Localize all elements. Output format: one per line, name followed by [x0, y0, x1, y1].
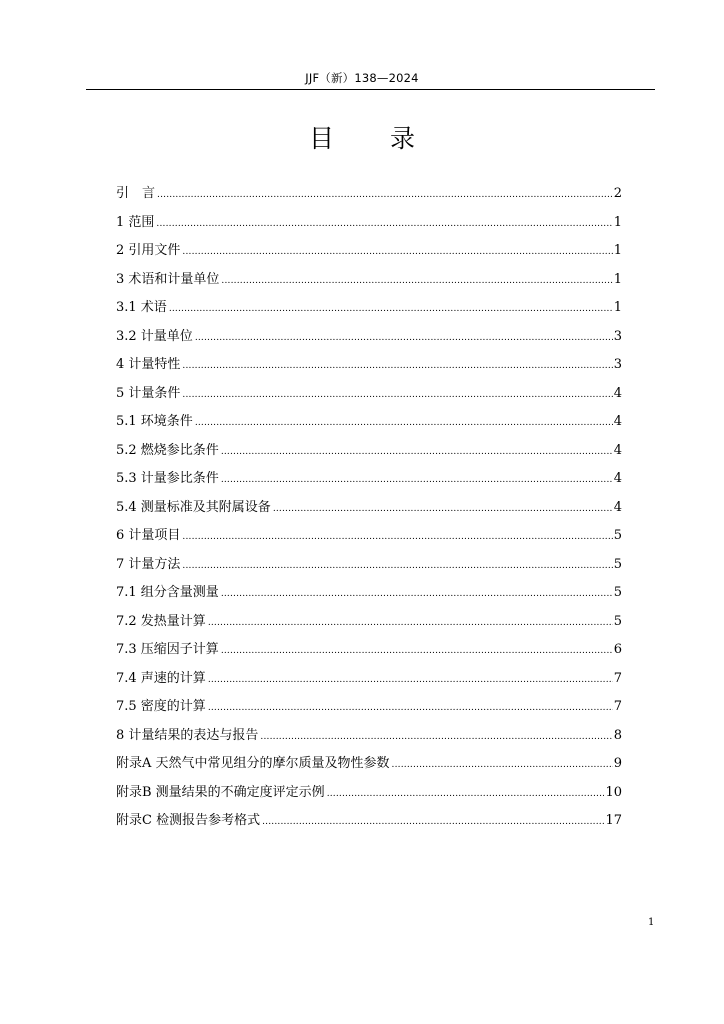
toc-entry-title: 6 计量项目: [116, 528, 181, 543]
toc-dot-leader: [182, 242, 612, 262]
toc-dot-leader: [208, 670, 613, 690]
toc-entry-title: 5.2 燃烧参比条件: [116, 442, 219, 458]
toc-entry-title: 4 计量特性: [116, 357, 181, 372]
toc-entry-title: 附录A 天然气中常见组分的摩尔质量及物性参数: [116, 756, 390, 771]
toc-entry[interactable]: [116, 724, 622, 753]
toc-dot-leader: [195, 413, 613, 433]
toc-dot-leader: [182, 385, 612, 405]
toc-entry-page: 9: [613, 756, 622, 771]
toc-entry-page: 4: [613, 499, 622, 515]
toc-entry-title: 引 言: [116, 186, 156, 201]
toc-entry-page: 5: [613, 585, 622, 600]
toc-entry[interactable]: [116, 296, 622, 325]
toc-dot-leader: [208, 613, 613, 633]
toc-entry[interactable]: [116, 695, 622, 724]
toc-entry-page: 1: [613, 214, 622, 230]
toc-dot-leader: [262, 812, 604, 832]
toc-entry[interactable]: [116, 638, 622, 667]
toc-entry-title: 5.1 环境条件: [116, 414, 193, 429]
toc-entry-page: 8: [613, 727, 622, 743]
toc-entry-page: 6: [613, 642, 622, 657]
toc-dot-leader: [182, 556, 612, 576]
toc-entry-title: 3.1 术语: [116, 300, 167, 315]
header-divider: [86, 89, 655, 90]
toc-entry-page: 4: [613, 471, 622, 486]
toc-entry[interactable]: [116, 268, 622, 297]
document-header: JJF（新）138—2024: [305, 71, 419, 85]
toc-entry-title: 5.4 测量标准及其附属设备: [116, 499, 271, 515]
toc-dot-leader: [169, 299, 613, 319]
toc-entry-title: 5 计量条件: [116, 385, 181, 401]
toc-entry[interactable]: [116, 496, 622, 525]
toc-dot-leader: [156, 214, 612, 234]
toc-entry-title: 7.3 压缩因子计算: [116, 642, 219, 657]
toc-entry[interactable]: [116, 667, 622, 696]
toc-entry[interactable]: [116, 382, 622, 411]
toc-entry-title: 7.5 密度的计算: [116, 699, 206, 714]
toc-entry-title: 8 计量结果的表达与报告: [116, 727, 259, 743]
toc-dot-leader: [182, 527, 612, 547]
toc-entry-page: 5: [613, 613, 622, 629]
toc-entry[interactable]: [116, 182, 622, 211]
toc-entry-page: 5: [613, 528, 622, 543]
toc-entry[interactable]: [116, 809, 622, 838]
toc-dot-leader: [221, 641, 613, 661]
toc-dot-leader: [221, 271, 612, 291]
toc-entry-page: 7: [613, 699, 622, 714]
toc-entry[interactable]: [116, 325, 622, 354]
toc-entry[interactable]: [116, 781, 622, 810]
toc-entry-title: 7.1 组分含量测量: [116, 585, 219, 600]
toc-dot-leader: [157, 185, 613, 205]
toc-entry-page: 4: [613, 414, 622, 429]
toc-entry-title: 5.3 计量参比条件: [116, 471, 219, 486]
toc-dot-leader: [273, 499, 613, 519]
toc-entry-page: 17: [605, 813, 622, 828]
toc-entry-page: 5: [613, 556, 622, 572]
toc-entry-page: 10: [605, 784, 622, 800]
toc-entry[interactable]: [116, 353, 622, 382]
toc-dot-leader: [221, 584, 613, 604]
toc-entry-page: 1: [613, 300, 622, 315]
toc-entry[interactable]: [116, 524, 622, 553]
toc-dot-leader: [221, 442, 613, 462]
toc-dot-leader: [195, 328, 613, 348]
toc-entry-title: 3.2 计量单位: [116, 328, 193, 344]
toc-entry-title: 1 范围: [116, 214, 155, 230]
toc-entry-page: 3: [613, 357, 622, 372]
toc-dot-leader: [327, 784, 605, 804]
toc-dot-leader: [182, 356, 612, 376]
toc-entry[interactable]: [116, 211, 622, 240]
toc-entry[interactable]: [116, 752, 622, 781]
toc-dot-leader: [392, 755, 613, 775]
toc-entry[interactable]: [116, 439, 622, 468]
page-title: 目 录: [309, 124, 439, 153]
toc-entry[interactable]: [116, 467, 622, 496]
toc-entry[interactable]: [116, 553, 622, 582]
toc-entry-title: 附录C 检测报告参考格式: [116, 813, 261, 828]
page-number: 1: [648, 917, 655, 928]
toc-entry[interactable]: [116, 410, 622, 439]
toc-entry-page: 1: [613, 243, 622, 258]
toc-entry-title: 7.4 声速的计算: [116, 670, 206, 686]
toc-entry-title: 附录B 测量结果的不确定度评定示例: [116, 784, 325, 800]
toc-entry[interactable]: [116, 581, 622, 610]
toc-dot-leader: [221, 470, 613, 490]
toc-entry-title: 7 计量方法: [116, 556, 181, 572]
toc-entry[interactable]: [116, 239, 622, 268]
toc-entry-page: 3: [613, 328, 622, 344]
toc-entry-title: 2 引用文件: [116, 243, 181, 258]
toc-entry-page: 4: [613, 442, 622, 458]
toc-entry-title: 3 术语和计量单位: [116, 271, 220, 287]
toc-entry-page: 2: [613, 186, 622, 201]
toc-entry[interactable]: [116, 610, 622, 639]
toc-dot-leader: [260, 727, 612, 747]
toc-dot-leader: [208, 698, 613, 718]
toc-entry-page: 1: [613, 271, 622, 287]
toc-entry-title: 7.2 发热量计算: [116, 613, 206, 629]
toc-entry-page: 7: [613, 670, 622, 686]
toc-entry-page: 4: [613, 385, 622, 401]
table-of-contents: [116, 182, 622, 838]
